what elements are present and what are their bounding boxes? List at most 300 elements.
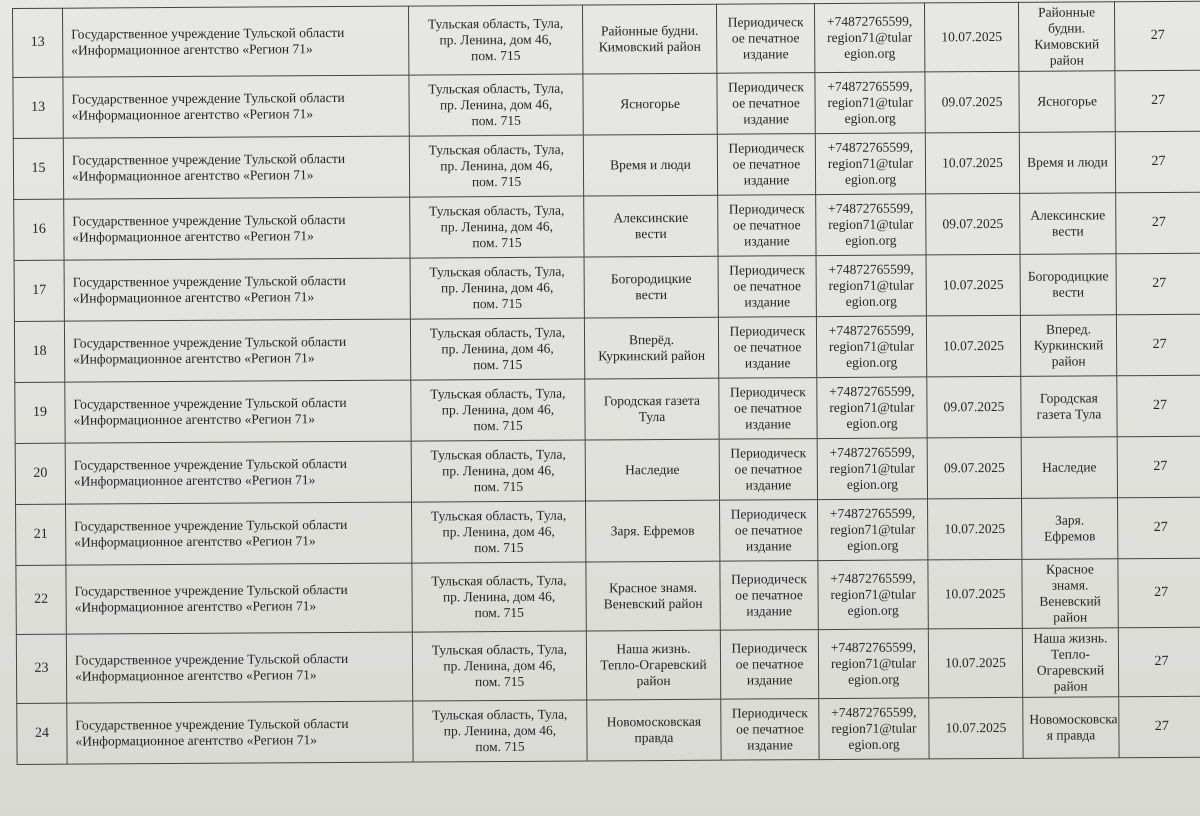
addr-line1: Тульская область, Тула, [431,572,567,589]
org-line2: «Информационное агентство «Регион 71» [71,167,314,184]
type-line2: ое печатное [735,587,803,603]
contact-cell [818,499,928,561]
value: 27 [1152,397,1167,414]
org-line1: Государственное учреждение Тульской области [74,581,348,599]
value: 27 [1151,153,1166,170]
type-line1: Периодическ [728,201,805,217]
type-line1: Периодическ [727,14,804,30]
publication-type-cell [716,4,814,74]
contact-line2: region71@tular [827,155,914,172]
publication-title-cell [583,73,717,135]
addr-line3: пом. 715 [473,417,523,434]
num: 13 [30,34,45,50]
date-cell [926,315,1020,377]
date: 09.07.2025 [943,459,1005,476]
publication-type-cell [719,378,817,440]
table-row [15,375,1200,443]
date-cell [926,193,1020,255]
num: 15 [31,160,46,176]
contact-line1: +74872765599, [829,444,915,461]
name-line1: Районные [1037,4,1096,20]
title-line1: Время и люди [610,156,691,173]
addr-line2: пр. Ленина, дом 46, [441,401,555,418]
address-cell [409,74,583,136]
type-line2: ое печатное [732,95,800,111]
contact-cell [815,133,925,195]
type-line1: Периодическ [731,571,807,587]
publication-name-cell [1022,628,1118,698]
title-line1: Районные будни. [600,22,699,39]
value: 27 [1152,336,1167,353]
publication-name-cell [1023,697,1119,759]
addr-line2: пр. Ленина, дом 46, [441,340,554,357]
contact-line2: region71@tular [828,216,914,233]
date-cell [928,628,1022,698]
publication-type-cell [717,73,815,135]
type-line2: ое печатное [734,400,802,416]
contact-line1: +74872765599, [830,639,917,656]
title-line1: Наша жизнь. [616,640,691,657]
addr-line1: Тульская область, Тула, [429,263,565,280]
publication-name-cell [1021,437,1117,499]
title-line1: Ясногорье [620,95,681,112]
contact-cell [817,438,927,500]
publication-name-cell [1019,132,1115,194]
contact-line2: region71@tular [828,338,915,355]
name-line2: Веневский [1039,593,1101,609]
addr-line2: пр. Ленина, дом 46, [439,31,552,48]
addr-line3: пом. 715 [471,112,521,129]
addr-line1: Тульская область, Тула, [430,446,566,463]
date: 10.07.2025 [944,520,1006,537]
address-cell [411,440,585,502]
name-line2: вести [1052,284,1085,300]
type-line1: Периодическ [729,323,806,339]
address-cell [412,631,586,701]
org-line2: «Информационное агентство «Регион 71» [72,228,314,245]
org-line1: Государственное учреждение Тульской области [74,516,348,534]
publication-title-cell [586,500,720,562]
value-cell [1116,253,1200,315]
publication-name-cell [1022,559,1118,629]
publication-type-cell [720,630,818,700]
title-line1: Богородицкие [610,270,692,287]
addr-line2: пр. Ленина, дом 46, [442,462,555,479]
table-row [14,253,1200,321]
addr-line1: Тульская область, Тула, [429,202,565,219]
publication-type-cell [720,500,818,562]
name-line4: район [1049,52,1084,68]
num: 23 [34,660,49,676]
row-number [13,138,63,199]
date: 10.07.2025 [945,719,1007,736]
publication-name-cell [1018,2,1114,72]
contact-line3: egion.org [847,537,899,553]
name-line2: будни. [1048,20,1086,36]
contact-line1: +74872765599, [831,704,917,721]
value-cell [1119,696,1200,758]
num: 22 [34,591,49,607]
name-line1: Городская [1039,390,1098,406]
type-line2: ое печатное [735,656,804,672]
value: 27 [1154,584,1169,601]
title-line2: вести [634,226,667,242]
addr-line2: пр. Ленина, дом 46, [442,588,556,605]
publication-title-cell [584,317,718,379]
title-line1: Вперёд. [628,331,675,348]
date: 10.07.2025 [941,28,1003,45]
organization-cell [63,75,409,138]
value: 27 [1153,519,1168,536]
addr-line2: пр. Ленина, дом 46, [440,218,554,235]
value-cell [1117,375,1200,437]
title-line2: Тула [638,409,666,425]
table-row [16,558,1200,634]
addr-line3: пом. 715 [473,478,524,495]
type-line3: издание [745,477,792,493]
num: 21 [33,526,48,542]
value-cell [1115,131,1200,193]
contact-line3: egion.org [844,45,896,61]
publication-name-cell [1020,193,1116,255]
title-line2: правда [634,729,674,746]
type-line3: издание [747,737,793,753]
org-line2: «Информационное агентство «Регион 71» [73,411,316,428]
date: 10.07.2025 [942,276,1004,293]
addr-line3: пом. 715 [474,539,524,556]
addr-line1: Тульская область, Тула, [428,141,565,158]
name-line3: район [1051,353,1086,369]
name-line2: вести [1051,223,1084,239]
value-cell [1116,192,1200,254]
title-line2: Тепло-Огаревский [600,656,707,673]
date-cell [925,132,1019,194]
contact-line3: egion.org [847,602,899,618]
publication-name-cell [1020,254,1116,316]
value-cell [1115,70,1200,132]
type-line2: ое печатное [736,721,804,737]
org-line1: Государственное учреждение Тульской области [71,150,346,168]
contact-cell [818,560,928,630]
contact-line2: region71@tular [829,460,915,477]
date-cell [925,71,1019,133]
contact-line1: +74872765599, [828,322,915,339]
table-row [13,131,1200,199]
org-line1: Государственное учреждение Тульской области [71,24,345,42]
addr-line3: пом. 715 [471,47,521,64]
contact-line2: region71@tular [827,94,913,111]
contact-line3: egion.org [848,671,900,687]
value: 27 [1151,214,1166,231]
org-line1: Государственное учреждение Тульской области [72,272,346,290]
num: 13 [31,99,46,115]
title-line1: Красное знамя. [609,579,698,596]
organization-cell [67,701,413,764]
name-line1: Заря. Ефремов [1043,512,1096,544]
name-line1: Богородицкие [1027,268,1109,284]
contact-line1: +74872765599, [827,139,914,156]
title-line2: Куркинский район [598,347,706,364]
publication-title-cell [585,439,719,501]
value-cell [1118,627,1200,697]
date: 10.07.2025 [945,654,1006,671]
organization-cell [63,136,409,199]
addr-line3: пом. 715 [472,295,522,312]
address-cell [410,318,584,380]
addr-line1: Тульская область, Тула, [431,641,568,658]
value-cell [1114,1,1200,71]
num: 19 [32,404,48,420]
publication-type-cell [721,699,819,761]
contact-line3: egion.org [846,415,898,431]
type-line1: Периодическ [729,262,806,278]
name-line1: Новомосковска [1029,711,1118,727]
addr-line1: Тульская область, Тула, [429,324,566,341]
type-line2: ое печатное [734,522,803,538]
contact-line2: region71@tular [831,720,917,737]
addr-line3: пом. 715 [471,173,522,190]
value: 27 [1153,458,1168,475]
addr-line3: пом. 715 [472,234,522,251]
publication-name-cell [1019,71,1115,133]
date: 10.07.2025 [942,154,1003,171]
contact-line3: egion.org [845,293,897,309]
name-line1: Вперед. [1045,321,1092,337]
addr-line3: пом. 715 [473,356,523,373]
publication-type-cell [719,439,817,501]
address-cell [410,196,584,258]
row-number [14,260,64,321]
publication-title-cell [584,195,718,257]
contact-line3: egion.org [846,476,899,492]
type-line3: издание [746,603,793,619]
type-line1: Периодическ [730,445,807,461]
value: 27 [1154,653,1169,670]
publication-title-cell [586,561,720,631]
num: 24 [34,725,49,741]
organization-cell [66,502,412,565]
contact-line1: +74872765599, [827,78,913,95]
publication-name-cell [1022,498,1118,560]
org-line2: «Информационное агентство «Регион 71» [74,598,317,615]
address-cell [410,257,584,319]
contact-line2: region71@tular [830,655,917,672]
type-line1: Периодическ [729,384,806,400]
contact-line2: region71@tular [830,586,916,603]
type-line3: издание [744,233,790,249]
contact-line1: +74872765599, [829,505,916,522]
publication-type-cell [718,317,816,379]
row-number [14,321,64,382]
publication-name-cell [1020,315,1116,377]
title-line1: Наследие [625,461,680,478]
contact-cell [817,377,927,439]
address-cell [409,135,583,197]
date: 09.07.2025 [942,215,1004,232]
name-line1: Наша жизнь. [1033,630,1108,646]
date-cell [927,376,1021,438]
org-line2: «Информационное агентство «Регион 71» [75,732,318,749]
num: 17 [32,282,47,298]
title-line1: Заря. Ефремов [610,522,695,539]
type-line3: издание [743,111,790,127]
type-line3: издание [744,355,791,371]
contact-cell [819,698,929,760]
type-line2: ое печатное [733,278,802,294]
table-row [15,436,1200,504]
addr-line1: Тульская область, Тула, [427,15,564,32]
org-line2: «Информационное агентство «Регион 71» [73,472,316,489]
contact-line2: region71@tular [828,277,914,294]
organization-cell [66,632,412,703]
title-line2: Веневский район [603,595,703,612]
contact-line1: +74872765599, [828,200,914,217]
contact-line1: +74872765599, [830,570,916,587]
contact-line2: region71@tular [827,29,913,46]
value: 27 [1150,27,1165,44]
date-cell [924,2,1018,72]
type-line2: ое печатное [733,339,802,355]
contact-line1: +74872765599, [826,13,913,30]
name-line1: Время и люди [1027,154,1108,170]
contact-line3: egion.org [844,110,896,126]
publication-title-cell [582,4,716,74]
organization-cell [66,563,412,634]
title-line2: вести [635,287,668,303]
addr-line2: пр. Ленина, дом 46, [443,657,556,674]
organization-cell [63,6,409,77]
value-cell [1118,558,1200,628]
value: 27 [1151,92,1166,109]
date-cell [928,559,1022,629]
org-line1: Государственное учреждение Тульской области [72,211,346,229]
value-cell [1116,314,1200,376]
type-line1: Периодическ [728,79,804,95]
organization-cell [64,319,410,382]
contact-cell [816,316,926,378]
publication-type-cell [718,195,816,257]
value-cell [1117,436,1200,498]
contact-cell [815,72,925,134]
row-number [16,565,66,634]
name-line1: Ясногорье [1037,93,1098,109]
addr-line1: Тульская область, Тула, [430,385,566,402]
org-line2: «Информационное агентство «Регион 71» [71,41,313,58]
name-line1: Алексинские [1030,207,1106,223]
row-number [15,382,65,443]
organization-cell [64,197,410,260]
contact-cell [814,3,924,73]
type-line3: издание [746,672,793,688]
publication-title-cell [585,378,719,440]
table-row [16,497,1200,565]
org-line1: Государственное учреждение Тульской области [73,455,348,473]
type-line3: издание [745,538,792,554]
name-line3: Кимовский [1034,36,1100,52]
row-number [17,703,67,764]
date: 09.07.2025 [941,93,1003,110]
type-line2: ое печатное [731,30,800,46]
contact-line2: region71@tular [830,521,916,538]
org-line1: Государственное учреждение Тульской области [74,650,349,668]
org-line2: «Информационное агентство «Регион 71» [72,289,315,306]
org-line2: «Информационное агентство «Регион 71» [71,106,314,123]
name-line2: газета Тула [1036,406,1102,422]
name-line1: Наследие [1042,459,1097,475]
type-line2: ое печатное [734,461,803,477]
name-line3: район [1053,609,1088,625]
addr-line2: пр. Ленина, дом 46, [442,523,555,540]
publication-type-cell [717,134,815,196]
name-line2: Куркинский [1033,337,1104,353]
org-line1: Государственное учреждение Тульской области [73,394,347,412]
name-line1: Красное знамя. [1045,561,1094,593]
publication-title-cell [583,134,717,196]
addr-line1: Тульская область, Тула, [430,507,567,524]
publication-type-cell [720,561,818,631]
type-line1: Периодическ [731,705,808,721]
address-cell [413,700,587,762]
date-cell [926,254,1020,316]
title-line1: Городская газета [603,392,701,409]
num: 18 [32,343,47,359]
address-cell [412,562,586,632]
publication-title-cell [586,630,720,700]
row-number [16,634,66,703]
addr-line2: пр. Ленина, дом 46, [443,722,557,739]
contact-line3: egion.org [845,232,897,248]
publication-name-cell [1021,376,1117,438]
organization-cell [65,441,411,504]
contact-cell [816,194,926,256]
name-line4: район [1053,678,1088,694]
org-line1: Государственное учреждение Тульской области [73,333,347,351]
table-row [16,627,1200,703]
type-line2: ое печатное [732,217,801,233]
type-line3: издание [742,46,789,62]
table-row [13,1,1200,77]
publication-title-cell [584,256,718,318]
contact-cell [816,255,926,317]
row-number [14,199,64,260]
addr-line1: Тульская область, Тула, [428,80,564,97]
contact-line2: region71@tular [829,399,915,416]
date-cell [927,437,1021,499]
date-cell [928,498,1022,560]
date: 10.07.2025 [944,585,1006,602]
organization-cell [65,380,411,443]
row-number [16,504,66,565]
publication-title-cell [587,699,721,761]
name-line3: Огаревский [1036,662,1105,678]
addr-line2: пр. Ленина, дом 46, [439,96,553,113]
contact-line1: +74872765599, [828,261,914,278]
addr-line3: пом. 715 [474,673,525,690]
type-line1: Периодическ [731,640,808,656]
num: 20 [33,465,48,481]
type-line1: Периодическ [728,140,805,156]
addr-line2: пр. Ленина, дом 46, [440,279,554,296]
name-line2: Тепло- [1050,646,1090,662]
date-cell [929,697,1023,759]
type-line3: издание [744,294,791,310]
org-line2: «Информационное агентство «Регион 71» [74,533,316,550]
value: 27 [1154,718,1169,735]
publication-type-cell [718,256,816,318]
contact-line3: egion.org [848,736,900,752]
contact-line3: egion.org [844,171,897,187]
value: 27 [1152,275,1167,292]
